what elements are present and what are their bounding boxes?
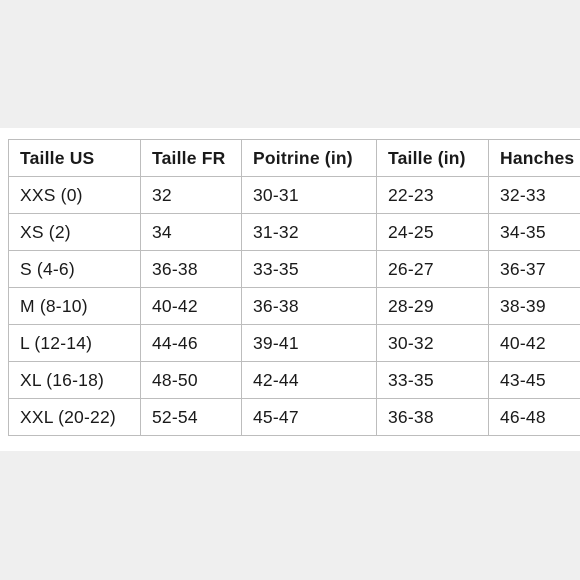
- size-chart-table: [8, 139, 580, 436]
- cell-taille: 22-23: [377, 177, 489, 214]
- cell-taille-fr: 40-42: [141, 288, 242, 325]
- column-header-taille-us: Taille US: [9, 140, 141, 177]
- cell-taille: 28-29: [377, 288, 489, 325]
- cell-taille-us: M (8-10): [9, 288, 141, 325]
- cell-taille-fr: 48-50: [141, 362, 242, 399]
- cell-taille-us: S (4-6): [9, 251, 141, 288]
- cell-taille-us: L (12-14): [9, 325, 141, 362]
- cell-hanches: 38-39: [489, 288, 580, 325]
- table-row: [9, 362, 580, 399]
- column-header-taille-fr: Taille FR: [141, 140, 242, 177]
- cell-hanches: 34-35: [489, 214, 580, 251]
- cell-hanches: 32-33: [489, 177, 580, 214]
- cell-poitrine: 45-47: [242, 399, 377, 436]
- cell-poitrine: 39-41: [242, 325, 377, 362]
- cell-poitrine: 33-35: [242, 251, 377, 288]
- cell-taille: 26-27: [377, 251, 489, 288]
- cell-poitrine: 36-38: [242, 288, 377, 325]
- cell-taille: 24-25: [377, 214, 489, 251]
- column-header-poitrine: Poitrine (in): [242, 140, 377, 177]
- table-row: [9, 251, 580, 288]
- cell-taille-us: XL (16-18): [9, 362, 141, 399]
- cell-poitrine: 30-31: [242, 177, 377, 214]
- column-header-taille: Taille (in): [377, 140, 489, 177]
- cell-taille-us: XXL (20-22): [9, 399, 141, 436]
- cell-taille: 30-32: [377, 325, 489, 362]
- cell-taille: 33-35: [377, 362, 489, 399]
- table-row: [9, 325, 580, 362]
- table-row: [9, 288, 580, 325]
- table-row: [9, 214, 580, 251]
- cell-taille: 36-38: [377, 399, 489, 436]
- cell-taille-fr: 34: [141, 214, 242, 251]
- table-header-row: [9, 140, 580, 177]
- cell-poitrine: 31-32: [242, 214, 377, 251]
- column-header-hanches: Hanches: [489, 140, 580, 177]
- cell-taille-fr: 52-54: [141, 399, 242, 436]
- cell-taille-us: XXS (0): [9, 177, 141, 214]
- cell-taille-fr: 36-38: [141, 251, 242, 288]
- table-panel: [0, 128, 580, 451]
- cell-hanches: 36-37: [489, 251, 580, 288]
- table-row: [9, 177, 580, 214]
- cell-hanches: 46-48: [489, 399, 580, 436]
- cell-taille-fr: 44-46: [141, 325, 242, 362]
- table-row: [9, 399, 580, 436]
- cell-hanches: 43-45: [489, 362, 580, 399]
- cell-taille-us: XS (2): [9, 214, 141, 251]
- cell-poitrine: 42-44: [242, 362, 377, 399]
- cell-taille-fr: 32: [141, 177, 242, 214]
- cell-hanches: 40-42: [489, 325, 580, 362]
